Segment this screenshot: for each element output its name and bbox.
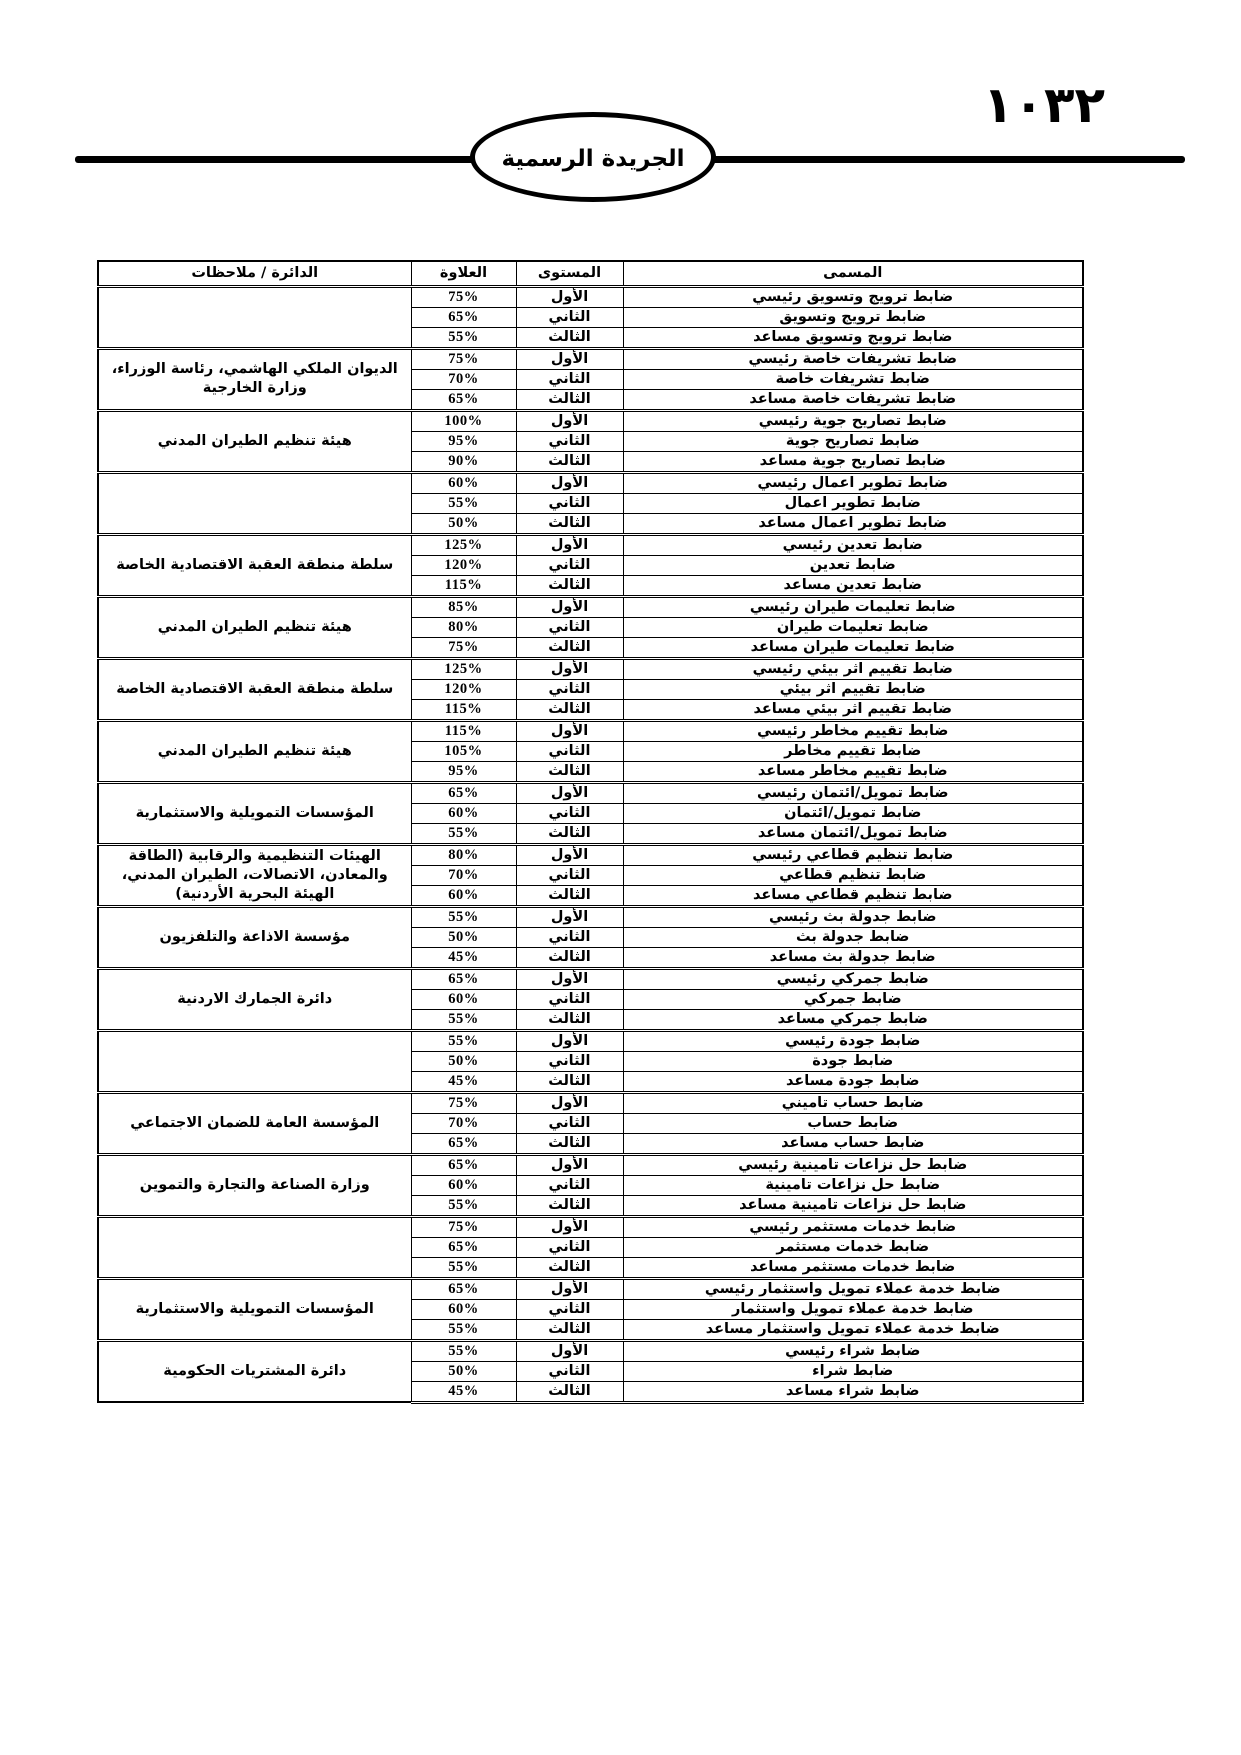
allowance-cell: 65% (411, 1278, 516, 1299)
level-cell: الثالث (516, 1257, 623, 1278)
table-row (98, 1340, 1083, 1361)
allowance-cell: 90% (411, 451, 516, 472)
allowance-cell: 115% (411, 699, 516, 720)
allowance-table-head (98, 261, 1083, 286)
allowance-cell: 55% (411, 493, 516, 513)
department-cell: دائرة المشتريات الحكومية (98, 1340, 411, 1402)
job-title-cell: ضابط حل نزاعات تامينية (623, 1175, 1083, 1195)
table-row (98, 1278, 1083, 1299)
allowance-cell: 60% (411, 989, 516, 1009)
allowance-cell: 55% (411, 1257, 516, 1278)
job-title-cell: ضابط تمويل/ائتمان رئيسي (623, 782, 1083, 803)
allowance-cell: 55% (411, 823, 516, 844)
level-cell: الثالث (516, 823, 623, 844)
header-title: المسمى (623, 261, 1083, 286)
department-cell (98, 1030, 411, 1092)
job-title-cell: ضابط خدمات مستثمر مساعد (623, 1257, 1083, 1278)
allowance-cell: 50% (411, 927, 516, 947)
job-title-cell: ضابط تطوير اعمال (623, 493, 1083, 513)
table-row (98, 1030, 1083, 1051)
allowance-cell: 85% (411, 596, 516, 617)
department-cell: سلطة منطقة العقبة الاقتصادية الخاصة (98, 534, 411, 596)
job-title-cell: ضابط تعدين (623, 555, 1083, 575)
job-title-cell: ضابط تعليمات طيران (623, 617, 1083, 637)
level-cell: الأول (516, 348, 623, 369)
level-cell: الأول (516, 720, 623, 741)
allowance-cell: 95% (411, 761, 516, 782)
header-department: الدائرة / ملاحظات (98, 261, 411, 286)
level-cell: الثالث (516, 1381, 623, 1402)
department-cell: المؤسسات التمويلية والاستثمارية (98, 1278, 411, 1340)
allowance-cell: 45% (411, 947, 516, 968)
job-title-cell: ضابط جمركي مساعد (623, 1009, 1083, 1030)
allowance-table-body (98, 286, 1083, 1402)
level-cell: الأول (516, 596, 623, 617)
level-cell: الثالث (516, 389, 623, 410)
allowance-cell: 55% (411, 1340, 516, 1361)
level-cell: الثاني (516, 307, 623, 327)
level-cell: الأول (516, 1216, 623, 1237)
level-cell: الثاني (516, 431, 623, 451)
level-cell: الثالث (516, 947, 623, 968)
job-title-cell: ضابط حساب تاميني (623, 1092, 1083, 1113)
table-row (98, 1154, 1083, 1175)
level-cell: الأول (516, 472, 623, 493)
allowance-cell: 60% (411, 472, 516, 493)
allowance-cell: 70% (411, 1113, 516, 1133)
job-title-cell: ضابط جمركي (623, 989, 1083, 1009)
allowance-cell: 45% (411, 1071, 516, 1092)
job-title-cell: ضابط ترويج وتسويق رئيسي (623, 286, 1083, 307)
job-title-cell: ضابط جودة رئيسي (623, 1030, 1083, 1051)
job-title-cell: ضابط تشريفات خاصة مساعد (623, 389, 1083, 410)
allowance-cell: 55% (411, 906, 516, 927)
job-title-cell: ضابط تنظيم قطاعي (623, 865, 1083, 885)
job-title-cell: ضابط تنظيم قطاعي رئيسي (623, 844, 1083, 865)
level-cell: الأول (516, 658, 623, 679)
gazette-banner-label: الجريدة الرسمية (501, 146, 685, 172)
table-row (98, 348, 1083, 369)
job-title-cell: ضابط خدمة عملاء تمويل واستثمار مساعد (623, 1319, 1083, 1340)
allowance-cell: 105% (411, 741, 516, 761)
allowance-cell: 65% (411, 782, 516, 803)
gazette-banner (470, 112, 716, 202)
job-title-cell: ضابط ترويج وتسويق مساعد (623, 327, 1083, 348)
level-cell: الثالث (516, 761, 623, 782)
level-cell: الأول (516, 1030, 623, 1051)
department-cell (98, 472, 411, 534)
job-title-cell: ضابط تشريفات خاصة (623, 369, 1083, 389)
level-cell: الثالث (516, 699, 623, 720)
level-cell: الثالث (516, 1195, 623, 1216)
allowance-cell: 65% (411, 968, 516, 989)
job-title-cell: ضابط تعدين مساعد (623, 575, 1083, 596)
level-cell: الأول (516, 782, 623, 803)
table-row (98, 1216, 1083, 1237)
job-title-cell: ضابط جمركي رئيسي (623, 968, 1083, 989)
header-level: المستوى (516, 261, 623, 286)
job-title-cell: ضابط تطوير اعمال مساعد (623, 513, 1083, 534)
job-title-cell: ضابط خدمات مستثمر رئيسي (623, 1216, 1083, 1237)
level-cell: الثاني (516, 1051, 623, 1071)
department-cell: سلطة منطقة العقبة الاقتصادية الخاصة (98, 658, 411, 720)
level-cell: الثالث (516, 575, 623, 596)
department-cell: هيئة تنظيم الطيران المدني (98, 410, 411, 472)
table-row (98, 286, 1083, 307)
job-title-cell: ضابط جدولة بث مساعد (623, 947, 1083, 968)
allowance-cell: 115% (411, 720, 516, 741)
level-cell: الثالث (516, 885, 623, 906)
table-row (98, 658, 1083, 679)
allowance-cell: 45% (411, 1381, 516, 1402)
department-cell: وزارة الصناعة والتجارة والتموين (98, 1154, 411, 1216)
department-cell (98, 286, 411, 348)
allowance-cell: 50% (411, 1361, 516, 1381)
allowance-cell: 75% (411, 637, 516, 658)
level-cell: الأول (516, 1278, 623, 1299)
allowance-cell: 60% (411, 803, 516, 823)
job-title-cell: ضابط تنظيم قطاعي مساعد (623, 885, 1083, 906)
job-title-cell: ضابط تقييم مخاطر رئيسي (623, 720, 1083, 741)
job-title-cell: ضابط تمويل/ائتمان مساعد (623, 823, 1083, 844)
level-cell: الثاني (516, 555, 623, 575)
job-title-cell: ضابط تصاريح جوية (623, 431, 1083, 451)
level-cell: الثالث (516, 637, 623, 658)
allowance-cell: 70% (411, 865, 516, 885)
page-number: ١٠٣٢ (982, 76, 1105, 134)
level-cell: الثالث (516, 327, 623, 348)
level-cell: الأول (516, 1154, 623, 1175)
department-cell (98, 1216, 411, 1278)
table-row (98, 906, 1083, 927)
level-cell: الثالث (516, 513, 623, 534)
allowance-cell: 75% (411, 1092, 516, 1113)
allowance-cell: 60% (411, 885, 516, 906)
job-title-cell: ضابط تطوير اعمال رئيسي (623, 472, 1083, 493)
allowance-cell: 55% (411, 1195, 516, 1216)
level-cell: الثاني (516, 927, 623, 947)
allowance-cell: 60% (411, 1299, 516, 1319)
department-cell: مؤسسة الاذاعة والتلفزيون (98, 906, 411, 968)
level-cell: الأول (516, 1340, 623, 1361)
job-title-cell: ضابط شراء رئيسي (623, 1340, 1083, 1361)
allowance-cell: 120% (411, 555, 516, 575)
allowance-cell: 125% (411, 658, 516, 679)
job-title-cell: ضابط تقييم اثر بيئي (623, 679, 1083, 699)
level-cell: الأول (516, 906, 623, 927)
level-cell: الثالث (516, 451, 623, 472)
job-title-cell: ضابط تقييم مخاطر (623, 741, 1083, 761)
header-allowance: العلاوة (411, 261, 516, 286)
table-row (98, 782, 1083, 803)
job-title-cell: ضابط تمويل/ائتمان (623, 803, 1083, 823)
table-row (98, 596, 1083, 617)
level-cell: الثالث (516, 1071, 623, 1092)
allowance-cell: 95% (411, 431, 516, 451)
job-title-cell: ضابط شراء مساعد (623, 1381, 1083, 1402)
allowance-cell: 65% (411, 1237, 516, 1257)
allowance-cell: 55% (411, 1319, 516, 1340)
level-cell: الثاني (516, 1175, 623, 1195)
allowance-cell: 65% (411, 1133, 516, 1154)
level-cell: الثاني (516, 369, 623, 389)
allowance-cell: 65% (411, 1154, 516, 1175)
job-title-cell: ضابط خدمات مستثمر (623, 1237, 1083, 1257)
level-cell: الثالث (516, 1009, 623, 1030)
job-title-cell: ضابط خدمة عملاء تمويل واستثمار (623, 1299, 1083, 1319)
allowance-cell: 80% (411, 844, 516, 865)
table-row (98, 844, 1083, 865)
job-title-cell: ضابط حساب مساعد (623, 1133, 1083, 1154)
level-cell: الثاني (516, 617, 623, 637)
allowance-cell: 65% (411, 307, 516, 327)
job-title-cell: ضابط تقييم مخاطر مساعد (623, 761, 1083, 782)
level-cell: الثاني (516, 1299, 623, 1319)
allowance-cell: 50% (411, 1051, 516, 1071)
level-cell: الثالث (516, 1319, 623, 1340)
job-title-cell: ضابط تصاريح جوية رئيسي (623, 410, 1083, 431)
department-cell: المؤسسة العامة للضمان الاجتماعي (98, 1092, 411, 1154)
level-cell: الأول (516, 1092, 623, 1113)
job-title-cell: ضابط ترويج وتسويق (623, 307, 1083, 327)
allowance-cell: 70% (411, 369, 516, 389)
allowance-cell: 100% (411, 410, 516, 431)
level-cell: الثالث (516, 1133, 623, 1154)
job-title-cell: ضابط تعليمات طيران رئيسي (623, 596, 1083, 617)
job-title-cell: ضابط جودة (623, 1051, 1083, 1071)
level-cell: الأول (516, 968, 623, 989)
table-row (98, 410, 1083, 431)
department-cell: هيئة تنظيم الطيران المدني (98, 720, 411, 782)
allowance-table (97, 260, 1084, 1404)
table-row (98, 1092, 1083, 1113)
allowance-cell: 115% (411, 575, 516, 596)
level-cell: الثاني (516, 865, 623, 885)
department-cell: الهيئات التنظيمية والرقابية (الطاقة والمعادن، الاتصالات، الطيران المدني، الهيئة البحرية الأردنية) (98, 844, 411, 906)
job-title-cell: ضابط حل نزاعات تامينية مساعد (623, 1195, 1083, 1216)
allowance-cell: 125% (411, 534, 516, 555)
department-cell: هيئة تنظيم الطيران المدني (98, 596, 411, 658)
job-title-cell: ضابط جودة مساعد (623, 1071, 1083, 1092)
job-title-cell: ضابط خدمة عملاء تمويل واستثمار رئيسي (623, 1278, 1083, 1299)
job-title-cell: ضابط تعليمات طيران مساعد (623, 637, 1083, 658)
department-cell: دائرة الجمارك الاردنية (98, 968, 411, 1030)
job-title-cell: ضابط تقييم اثر بيئي رئيسي (623, 658, 1083, 679)
level-cell: الثاني (516, 989, 623, 1009)
table-row (98, 720, 1083, 741)
level-cell: الأول (516, 286, 623, 307)
job-title-cell: ضابط حساب (623, 1113, 1083, 1133)
allowance-cell: 55% (411, 1009, 516, 1030)
level-cell: الثاني (516, 493, 623, 513)
table-row (98, 472, 1083, 493)
allowance-cell: 50% (411, 513, 516, 534)
level-cell: الثاني (516, 1237, 623, 1257)
table-row (98, 534, 1083, 555)
header-row (98, 261, 1083, 286)
allowance-cell: 60% (411, 1175, 516, 1195)
allowance-cell: 75% (411, 348, 516, 369)
allowance-cell: 75% (411, 286, 516, 307)
job-title-cell: ضابط تشريفات خاصة رئيسي (623, 348, 1083, 369)
allowance-cell: 55% (411, 1030, 516, 1051)
table-row (98, 968, 1083, 989)
allowance-cell: 120% (411, 679, 516, 699)
department-cell: الديوان الملكي الهاشمي، رئاسة الوزراء، وزارة الخارجية (98, 348, 411, 410)
level-cell: الثاني (516, 679, 623, 699)
allowance-cell: 80% (411, 617, 516, 637)
job-title-cell: ضابط تصاريح جوية مساعد (623, 451, 1083, 472)
job-title-cell: ضابط حل نزاعات تامينية رئيسي (623, 1154, 1083, 1175)
level-cell: الأول (516, 410, 623, 431)
job-title-cell: ضابط تعدين رئيسي (623, 534, 1083, 555)
job-title-cell: ضابط شراء (623, 1361, 1083, 1381)
job-title-cell: ضابط جدولة بث (623, 927, 1083, 947)
job-title-cell: ضابط تقييم اثر بيئي مساعد (623, 699, 1083, 720)
allowance-cell: 75% (411, 1216, 516, 1237)
level-cell: الثاني (516, 803, 623, 823)
level-cell: الأول (516, 534, 623, 555)
level-cell: الثاني (516, 741, 623, 761)
level-cell: الثاني (516, 1361, 623, 1381)
level-cell: الأول (516, 844, 623, 865)
allowance-cell: 55% (411, 327, 516, 348)
allowance-cell: 65% (411, 389, 516, 410)
job-title-cell: ضابط جدولة بث رئيسي (623, 906, 1083, 927)
level-cell: الثاني (516, 1113, 623, 1133)
department-cell: المؤسسات التمويلية والاستثمارية (98, 782, 411, 844)
